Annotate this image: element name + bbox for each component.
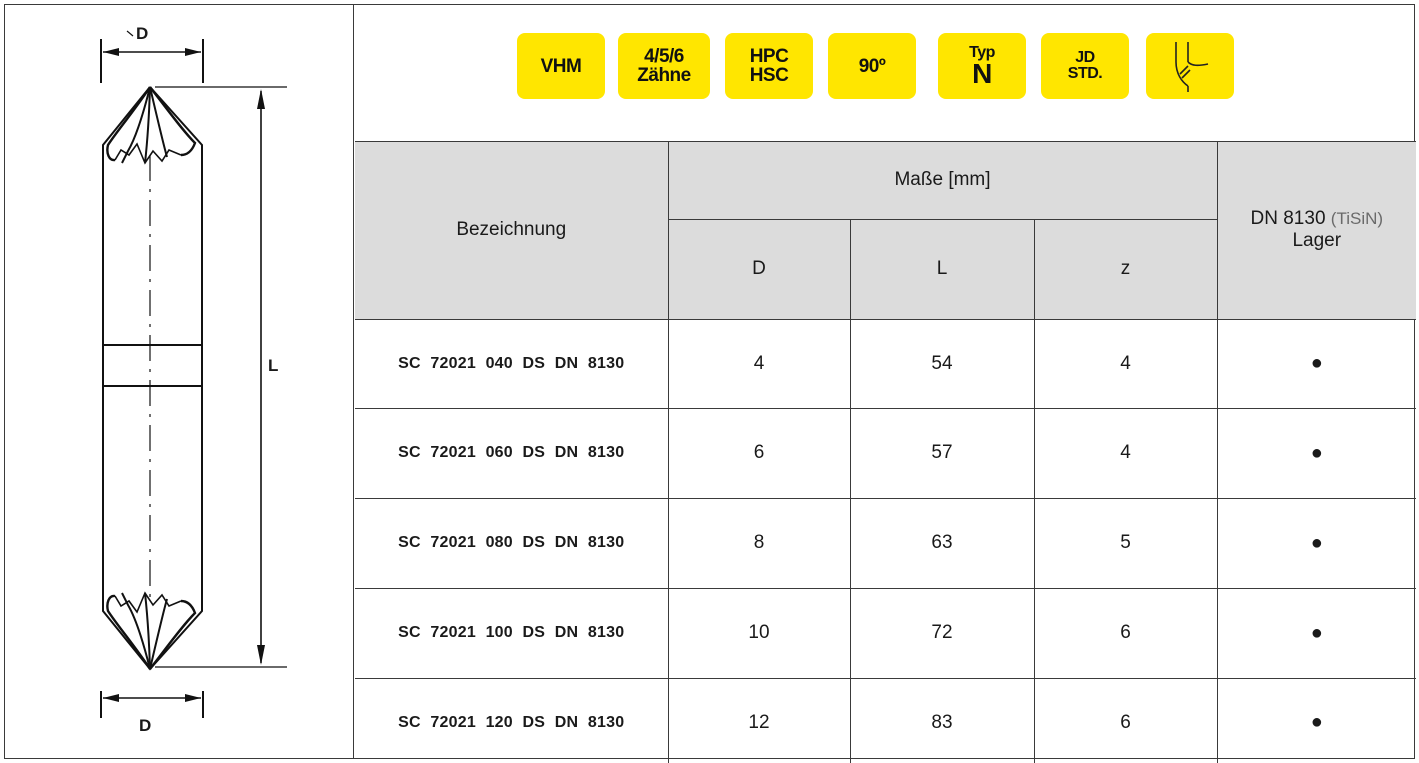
row-d: 8	[668, 498, 850, 588]
badge-type	[938, 33, 1026, 99]
length-label: L	[268, 356, 279, 375]
row-stock-dot: ●	[1217, 498, 1416, 588]
badge-teeth-line2: Zähne	[637, 65, 691, 86]
shank-profile-icon	[1168, 40, 1212, 92]
diameter-label-top: D	[136, 24, 149, 43]
badge-angle	[828, 33, 916, 99]
row-code: SC 72021 060 DS DN 8130	[355, 408, 668, 498]
spec-panel	[355, 5, 1416, 758]
badge-vhm-text: VHM	[540, 55, 582, 77]
row-z: 5	[1034, 498, 1217, 588]
header-stock	[1217, 142, 1416, 319]
badge-hpc	[725, 33, 813, 99]
row-z: 4	[1034, 319, 1217, 408]
row-code: SC 72021 040 DS DN 8130	[355, 319, 668, 408]
header-stock-line2: Lager	[1292, 230, 1342, 252]
product-sheet	[4, 4, 1415, 759]
badge-teeth-line1: 4/5/6	[644, 46, 684, 67]
row-z: 6	[1034, 678, 1217, 763]
header-l: L	[850, 219, 1034, 319]
table-row	[355, 588, 1416, 678]
row-code: SC 72021 120 DS DN 8130	[355, 678, 668, 763]
row-stock-dot: ●	[1217, 588, 1416, 678]
badge-jd	[1041, 33, 1129, 99]
tool-drawing	[5, 5, 354, 758]
badge-hpc-line2: HSC	[749, 65, 789, 86]
row-l: 72	[850, 588, 1034, 678]
row-l: 54	[850, 319, 1034, 408]
row-d: 6	[668, 408, 850, 498]
badge-type-line1: Typ	[969, 44, 995, 61]
row-l: 83	[850, 678, 1034, 763]
row-stock-dot: ●	[1217, 408, 1416, 498]
row-d: 12	[668, 678, 850, 763]
table-row	[355, 498, 1416, 588]
header-stock-line1: DN 8130	[1250, 208, 1326, 230]
badge-angle-text: 90º	[858, 55, 886, 77]
badge-shank	[1146, 33, 1234, 99]
row-code: SC 72021 080 DS DN 8130	[355, 498, 668, 588]
diameter-label-bottom: D	[139, 716, 152, 735]
countersink-drawing-icon	[5, 5, 354, 758]
row-d: 4	[668, 319, 850, 408]
feature-badges	[355, 5, 1416, 142]
row-z: 6	[1034, 588, 1217, 678]
row-code: SC 72021 100 DS DN 8130	[355, 588, 668, 678]
badge-vhm	[517, 33, 605, 99]
table-row	[355, 319, 1416, 408]
table-row	[355, 408, 1416, 498]
row-z: 4	[1034, 408, 1217, 498]
row-stock-dot: ●	[1217, 678, 1416, 763]
badge-jd-line2: STD.	[1067, 65, 1103, 82]
header-dimensions: Maße [mm]	[668, 142, 1217, 219]
header-d: D	[668, 219, 850, 319]
product-table	[355, 142, 1416, 763]
badge-jd-line1: JD	[1075, 49, 1095, 66]
badge-teeth	[618, 33, 710, 99]
row-l: 63	[850, 498, 1034, 588]
header-stock-coating: (TiSiN)	[1330, 209, 1384, 229]
badge-type-line2: N	[972, 58, 992, 89]
header-designation: Bezeichnung	[355, 142, 668, 319]
header-z: z	[1034, 219, 1217, 319]
row-d: 10	[668, 588, 850, 678]
row-stock-dot: ●	[1217, 319, 1416, 408]
table-row	[355, 678, 1416, 763]
row-l: 57	[850, 408, 1034, 498]
badge-hpc-line1: HPC	[749, 46, 789, 67]
